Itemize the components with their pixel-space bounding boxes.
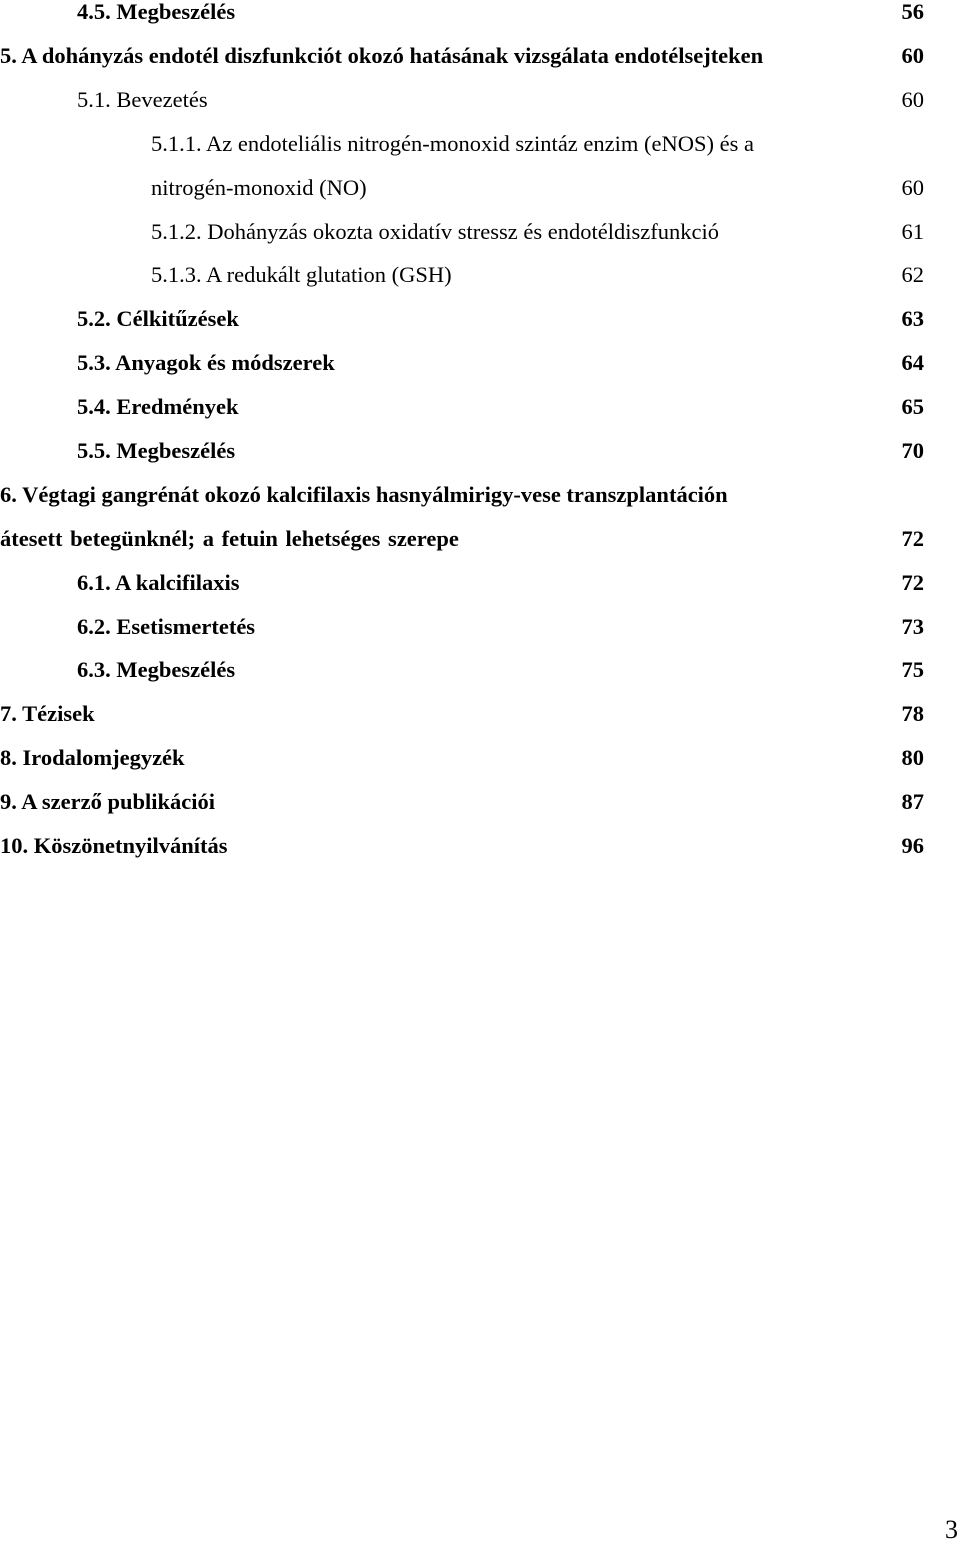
toc-entry-title: 8. Irodalomjegyzék (0, 745, 185, 770)
toc-entry-page: 61 (901, 219, 924, 244)
toc-entry-title: 6.3. Megbeszélés (77, 657, 236, 682)
toc-entry (0, 655, 960, 685)
toc-entry-page: 65 (901, 394, 924, 419)
toc-entry-title: 9. A szerző publikációi (0, 789, 216, 814)
toc-entry-page: 73 (901, 614, 924, 639)
toc-entry-title: 10. Köszönetnyilvánítás (0, 833, 228, 858)
toc-entry-title: 5.2. Célkitűzések (77, 306, 239, 331)
toc-entry (0, 612, 960, 642)
toc-entry (0, 524, 960, 554)
toc-entry-title: 5.1.2. Dohányzás okozta oxidatív stressz és endotéldiszfunkció (151, 219, 719, 244)
toc-entry-page: 60 (901, 87, 924, 112)
toc-entry-title: 5.1.1. Az endoteliális nitrogén-monoxid szintáz enzim (eNOS) és a (151, 131, 754, 156)
page-number: 3 (945, 1515, 958, 1544)
toc-entry (0, 699, 960, 729)
toc-entry-page: 63 (901, 306, 924, 331)
toc-entry (0, 348, 960, 378)
toc-entry (0, 41, 960, 71)
toc-entry (0, 436, 960, 466)
toc-entry (0, 831, 960, 861)
toc-entry-title: nitrogén-monoxid (NO) (151, 175, 367, 200)
toc-entry-title: 5.3. Anyagok és módszerek (77, 350, 335, 375)
toc-entry (0, 568, 960, 598)
toc-entry-page: 80 (901, 745, 924, 770)
toc-entry (0, 217, 960, 247)
toc-entry (0, 304, 960, 334)
toc-entry (0, 260, 960, 290)
toc-entry (0, 85, 960, 115)
toc-entry-page: 96 (901, 833, 924, 858)
toc-entry-page: 64 (901, 350, 924, 375)
toc-entry-page: 56 (901, 0, 924, 24)
toc-entry-page: 62 (901, 262, 924, 287)
toc-entry-title: 7. Tézisek (0, 701, 95, 726)
toc-entry-title: 5. A dohányzás endotél diszfunkciót okozó hatásának vizsgálata endotélsejteken (0, 43, 764, 68)
toc-entry (0, 787, 960, 817)
toc-entry (0, 129, 960, 159)
toc-entry (0, 0, 960, 27)
toc-entry-title: 5.1. Bevezetés (77, 87, 208, 112)
toc-entry-title: 6.2. Esetismertetés (77, 614, 256, 639)
toc-entry-page: 87 (901, 789, 924, 814)
toc-entry (0, 480, 960, 510)
toc-entry (0, 392, 960, 422)
toc-entry-title: 4.5. Megbeszélés (77, 0, 236, 24)
toc-entry-page: 72 (901, 526, 924, 551)
toc-entry (0, 173, 960, 203)
toc-entry-page: 70 (901, 438, 924, 463)
toc-entry-page: 60 (901, 43, 924, 68)
toc-entry-title: átesett betegünknél; a fetuin lehetséges szerepe (0, 526, 459, 551)
toc-entry-page: 72 (901, 570, 924, 595)
toc-entry-title: 6. Végtagi gangrénát okozó kalcifilaxis hasnyálmirigy-vese transzplantáción (0, 482, 728, 507)
toc-entry-title: 5.4. Eredmények (77, 394, 239, 419)
toc-entry-page: 60 (901, 175, 924, 200)
toc-entry (0, 743, 960, 773)
toc-entry-title: 5.5. Megbeszélés (77, 438, 236, 463)
toc-entry-title: 6.1. A kalcifilaxis (77, 570, 240, 595)
toc-entry-title: 5.1.3. A redukált glutation (GSH) (151, 262, 452, 287)
toc-entry-page: 78 (901, 701, 924, 726)
toc-entry-page: 75 (901, 657, 924, 682)
